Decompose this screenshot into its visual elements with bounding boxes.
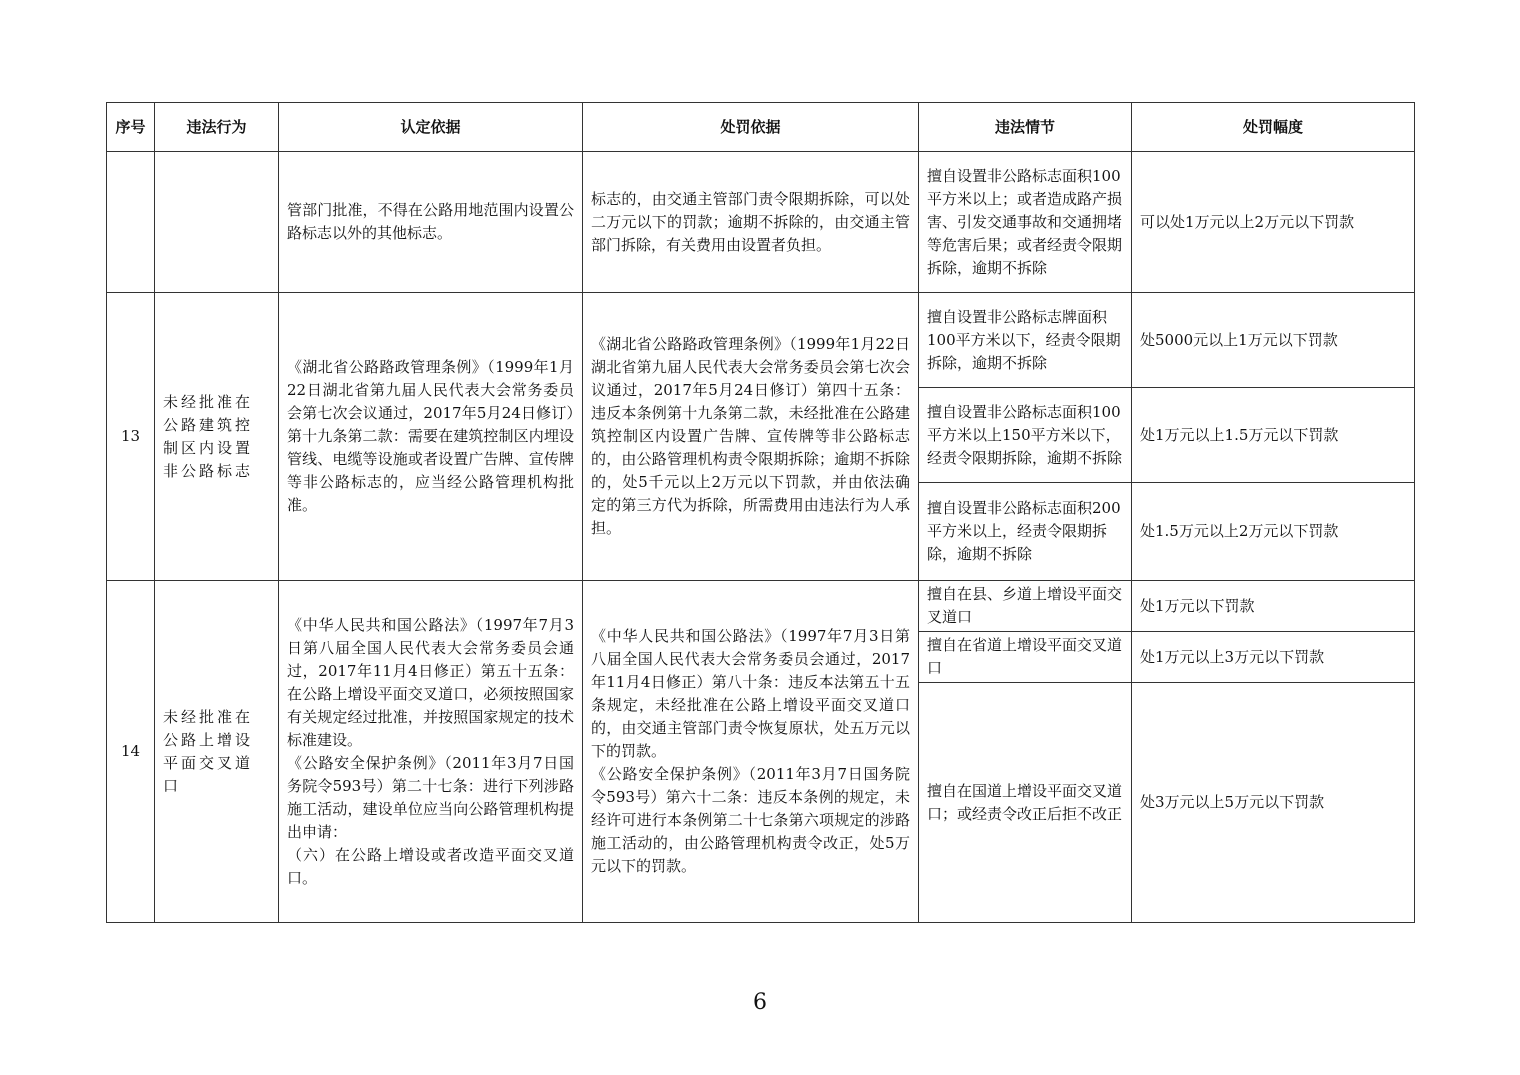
row-punish-basis: [583, 581, 919, 923]
table-header-row: [107, 103, 1415, 152]
punish-part: 《公路安全保护条例》（2011年3月7日国务院令593号）第六十二条：违反本条例的规定，未经许可进行本条例第二十七条第六项规定的涉路施工活动的，由公路管理机构责令改正，处5万元以下的罚款。: [591, 765, 910, 875]
row-basis: 管部门批准，不得在公路用地范围内设置公路标志以外的其他标志。: [279, 152, 583, 293]
row-circumstance: 擅自在县、乡道上增设平面交叉道口: [919, 581, 1132, 632]
row-seq: 13: [107, 293, 155, 581]
basis-part: 《中华人民共和国公路法》（1997年7月3日第八届全国人民代表大会常务委员会通过，2017年11月4日修正）第五十五条：在公路上增设平面交叉道口，必须按照国家有关规定经过批准，并按照国家规定的技术标准建设。: [287, 615, 574, 749]
row-range: 处1.5万元以上2万元以下罚款: [1132, 483, 1415, 581]
table-row: [107, 581, 1415, 632]
row-range: 处1万元以上1.5万元以下罚款: [1132, 388, 1415, 483]
header-basis: 认定依据: [279, 103, 583, 152]
row-punish-basis: 《湖北省公路路政管理条例》（1999年1月22日湖北省第九届人民代表大会常务委员会第七次会议通过，2017年5月24日修订）第四十五条：违反本条例第十九条第二款，未经批准在公路建筑控制区内设置广告牌、宣传牌等非公路标志的，由公路管理机构责令限期拆除；逾期不拆除的，处5千元以上2万元以下罚款，并由依法确定的第三方代为拆除，所需费用由违法行为人承担。: [583, 293, 919, 581]
header-circumstance: 违法情节: [919, 103, 1132, 152]
row-circumstance: 擅自设置非公路标志面积100平方米以上150平方米以下，经责令限期拆除，逾期不拆除: [919, 388, 1132, 483]
row-act: [155, 152, 279, 293]
row-act: 未经批准在公路上增设平面交叉道口: [155, 581, 279, 923]
page-number: 6: [753, 990, 767, 1015]
row-seq: [107, 152, 155, 293]
header-act: 违法行为: [155, 103, 279, 152]
row-basis: [279, 581, 583, 923]
row-range: 处1万元以下罚款: [1132, 581, 1415, 632]
row-act: 未经批准在公路建筑控制区内设置非公路标志: [155, 293, 279, 581]
basis-part: 《公路安全保护条例》（2011年3月7日国务院令593号）第二十七条：进行下列涉路施工活动，建设单位应当向公路管理机构提出申请：: [287, 753, 574, 841]
row-range: 处5000元以上1万元以下罚款: [1132, 293, 1415, 388]
table-row: [107, 152, 1415, 293]
row-circumstance: 擅自设置非公路标志面积200平方米以上，经责令限期拆除，逾期不拆除: [919, 483, 1132, 581]
penalty-table: [106, 102, 1415, 923]
table-row: [107, 293, 1415, 388]
basis-part: （六）在公路上增设或者改造平面交叉道口。: [287, 845, 574, 887]
row-range: 可以处1万元以上2万元以下罚款: [1132, 152, 1415, 293]
row-basis: 《湖北省公路路政管理条例》（1999年1月22日湖北省第九届人民代表大会常务委员会第七次会议通过，2017年5月24日修订）第十九条第二款：需要在建筑控制区内埋设管线、电缆等设施或者设置广告牌、宣传牌等非公路标志的，应当经公路管理机构批准。: [279, 293, 583, 581]
row-circumstance: 擅自设置非公路标志面积100平方米以上；或者造成路产损害、引发交通事故和交通拥堵等危害后果；或者经责令限期拆除，逾期不拆除: [919, 152, 1132, 293]
row-range: 处1万元以上3万元以下罚款: [1132, 632, 1415, 683]
header-range: 处罚幅度: [1132, 103, 1415, 152]
header-seq: 序号: [107, 103, 155, 152]
row-range: 处3万元以上5万元以下罚款: [1132, 683, 1415, 923]
row-circumstance: 擅自在省道上增设平面交叉道口: [919, 632, 1132, 683]
header-punish-basis: 处罚依据: [583, 103, 919, 152]
row-punish-basis: 标志的，由交通主管部门责令限期拆除，可以处二万元以下的罚款；逾期不拆除的，由交通主管部门拆除，有关费用由设置者负担。: [583, 152, 919, 293]
row-circumstance: 擅自设置非公路标志牌面积100平方米以下，经责令限期拆除，逾期不拆除: [919, 293, 1132, 388]
row-seq: 14: [107, 581, 155, 923]
punish-part: 《中华人民共和国公路法》（1997年7月3日第八届全国人民代表大会常务委员会通过，2017年11月4日修正）第八十条：违反本法第五十五条规定，未经批准在公路上增设平面交叉道口的，由交通主管部门责令恢复原状，处五万元以下的罚款。: [591, 627, 910, 760]
row-circumstance: 擅自在国道上增设平面交叉道口；或经责令改正后拒不改正: [919, 683, 1132, 923]
